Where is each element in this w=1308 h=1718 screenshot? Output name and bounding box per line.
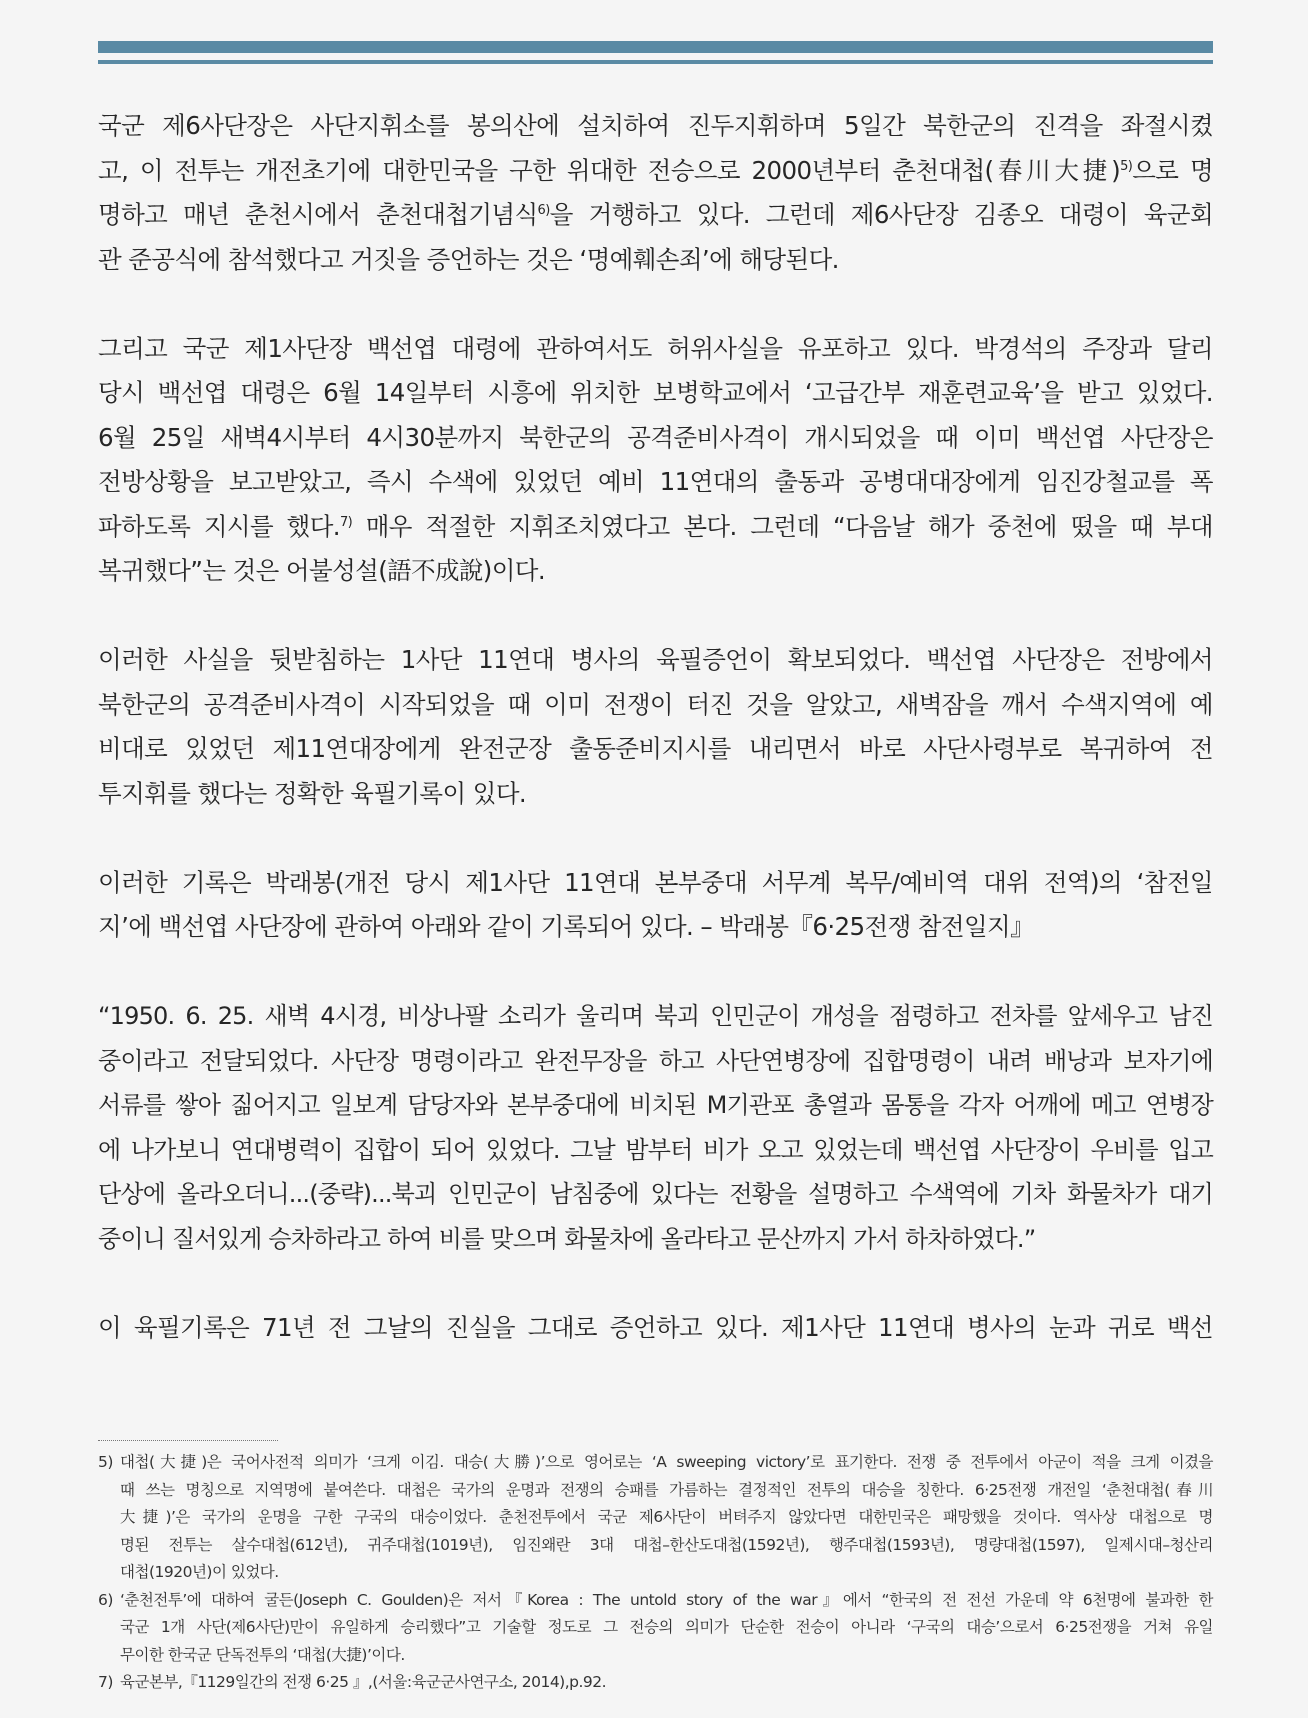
text-line: 이러한 사실을 뒷받침하는 1사단 11연대 병사의 육필증언이 확보되었다. 백선엽 사단장은 전방에서	[98, 645, 1213, 674]
text-line: 이 육필기록은 71년 전 그날의 진실을 그대로 증언하고 있다. 제1사단 11연대 병사의 눈과 귀로 백선	[98, 1312, 1213, 1342]
paragraph-6	[98, 1306, 1213, 1351]
footnote-7	[98, 1669, 1213, 1697]
text-line: 지’에 백선엽 사단장에 관하여 아래와 같이 기록되어 있다. – 박래봉『6·25전쟁 참전일지』	[98, 912, 1034, 941]
text-line	[98, 193, 1213, 238]
footnote-line: 무이한 한국군 단독전투의 ‘대첩(大捷)’이다.	[120, 1645, 405, 1664]
text-fragment: 파하도록 지시를 했다.	[98, 511, 340, 541]
text-line	[98, 505, 1213, 550]
footnote-line: 육군본부,『1129일간의 전쟁 6·25 』,(서울:육군군사연구소, 2014),p.92.	[120, 1673, 607, 1691]
footnote-number: 5)	[98, 1453, 113, 1471]
text-line: 당시 백선엽 대령은 6월 14일부터 시흥에 위치한 보병학교에서 ‘고급간부 재훈련교육’을 받고 있었다.	[98, 378, 1213, 407]
text-fragment: 고, 이 전투는 개전초기에 대한민국을 구한 위대한 전승으로 2000년부터 춘천대첩(春川大捷)	[98, 155, 1121, 185]
text-line: 북한군의 공격준비사격이 시작되었을 때 이미 전쟁이 터진 것을 알았고, 새벽잠을 깨서 수색지역에 예	[98, 689, 1213, 719]
footnote-6	[98, 1587, 1213, 1670]
text-line: 이러한 기록은 박래봉(개전 당시 제1사단 11연대 본부중대 서무계 복무/예비역 대위 전역)의 ‘참전일	[98, 867, 1213, 897]
footnote-ref-6[interactable]: 6)	[537, 202, 550, 218]
text-fragment: 으로 명	[1132, 155, 1214, 185]
text-line: 복귀했다”는 것은 어불성설(語不成說)이다.	[98, 556, 546, 585]
footnote-line: 大捷)’은 국가의 운명을 구한 구국의 대승이었다. 춘천전투에서 국군 제6사단이 버텨주지 않았다면 대한민국은 패망했을 것이다. 역사상 대첩으로 명	[120, 1508, 1213, 1526]
article-body	[98, 104, 1213, 1395]
text-line: “1950. 6. 25. 새벽 4시경, 비상나팔 소리가 울리며 북괴 인민군이 개성을 점령하고 전차를 앞세우고 남진	[98, 1002, 1213, 1030]
footnote-number: 7)	[98, 1673, 113, 1691]
footnote-5	[98, 1449, 1213, 1587]
footnote-line: 국군 1개 사단(제6사단)만이 유일하게 승리했다”고 기술할 정도로 그 전승의 의미가 단순한 전승이 아니라 ‘구국의 대승’으로서 6·25전쟁을 거쳐 유일	[120, 1618, 1213, 1636]
footnote-number: 6)	[98, 1590, 113, 1609]
text-line: 6월 25일 새벽4시부터 4시30분까지 북한군의 공격준비사격이 개시되었을 때 이미 백선엽 사단장은	[98, 422, 1213, 452]
text-line: 전방상황을 보고받았고, 즉시 수색에 있었던 예비 11연대의 출동과 공병대대장에게 임진강철교를 폭	[98, 467, 1213, 496]
text-line: 서류를 쌓아 짊어지고 일보계 담당자와 본부중대에 비치된 M기관포 총열과 몸통을 각자 어깨에 메고 연병장	[98, 1091, 1213, 1119]
header-rule-thin	[98, 60, 1213, 64]
footnote-ref-7[interactable]: 7)	[339, 514, 353, 530]
text-fragment: 을 거행하고 있다. 그런데 제6사단장 김종오 대령이 육군회	[549, 200, 1214, 229]
footnotes	[98, 1449, 1213, 1697]
footnote-line: 명된 전투는 살수대첩(612년), 귀주대첩(1019년), 임진왜란 3대 대첩–한산도대첩(1592년), 행주대첩(1593년), 명량대첩(1597), 일제시대–청산리	[120, 1535, 1213, 1554]
text-line	[98, 149, 1213, 194]
header-rule-thick	[98, 41, 1213, 53]
text-fragment: 명하고 매년 춘천시에서 춘천대첩기념식	[98, 200, 538, 229]
text-line: 그리고 국군 제1사단장 백선엽 대령에 관하여서도 허위사실을 유포하고 있다. 박경석의 주장과 달리	[98, 333, 1213, 363]
text-line: 중이니 질서있게 승차하라고 하여 비를 맞으며 화물차에 올라타고 문산까지 가서 하차하였다.”	[98, 1224, 1036, 1253]
paragraph-3	[98, 638, 1213, 816]
paragraph-4	[98, 861, 1213, 950]
text-line: 관 준공식에 참석했다고 거짓을 증언하는 것은 ‘명예훼손죄’에 해당된다.	[98, 244, 839, 274]
footnote-line: 대첩(1920년)이 있었다.	[120, 1563, 279, 1581]
text-line: 국군 제6사단장은 사단지휘소를 봉의산에 설치하여 진두지휘하며 5일간 북한군의 진격을 좌절시켰	[98, 111, 1213, 140]
text-line: 에 나가보니 연대병력이 집합이 되어 있었다. 그날 밤부터 비가 오고 있었는데 백선엽 사단장이 우비를 입고	[98, 1135, 1213, 1164]
text-fragment: 매우 적절한 지휘조치였다고 본다. 그런데 “다음날 해가 중천에 떴을 때 부대	[352, 511, 1213, 541]
paragraph-1	[98, 104, 1213, 282]
footnote-line: 때 쓰는 명칭으로 지역명에 붙여쓴다. 대첩은 국가의 운명과 전쟁의 승패를 가름하는 결정적인 전투의 대승을 칭한다. 6·25전쟁 개전일 ‘춘천대첩(春川	[120, 1480, 1213, 1499]
text-line: 단상에 올라오더니...(중략)...북괴 인민군이 남침중에 있다는 전황을 설명하고 수색역에 기차 화물차가 대기	[98, 1180, 1213, 1208]
paragraph-2	[98, 327, 1213, 594]
text-line: 중이라고 전달되었다. 사단장 명령이라고 완전무장을 하고 사단연병장에 집합명령이 내려 배낭과 보자기에	[98, 1046, 1213, 1075]
quoted-diary-paragraph	[98, 994, 1213, 1261]
footnote-line: 대첩(大捷)은 국어사전적 의미가 ‘크게 이김. 대승(大勝)’으로 영어로는 ‘A sweeping victory’로 표기한다. 전쟁 중 전투에서 아군이 적을 크게 이겼을	[120, 1453, 1213, 1471]
text-line: 투지휘를 했다는 정확한 육필기록이 있다.	[98, 778, 527, 808]
text-line: 비대로 있었던 제11연대장에게 완전군장 출동준비지시를 내리면서 바로 사단사령부로 복귀하여 전	[98, 734, 1213, 763]
footnote-ref-5[interactable]: 5)	[1120, 158, 1133, 174]
footnote-line: ‘춘천전투’에 대하여 굴든(Joseph C. Goulden)은 저서『Korea : The untold story of the war』에서 “한국의 전 전선 가운데 약 6천명에 불과한 한	[120, 1590, 1213, 1609]
footnote-separator	[98, 1440, 278, 1441]
